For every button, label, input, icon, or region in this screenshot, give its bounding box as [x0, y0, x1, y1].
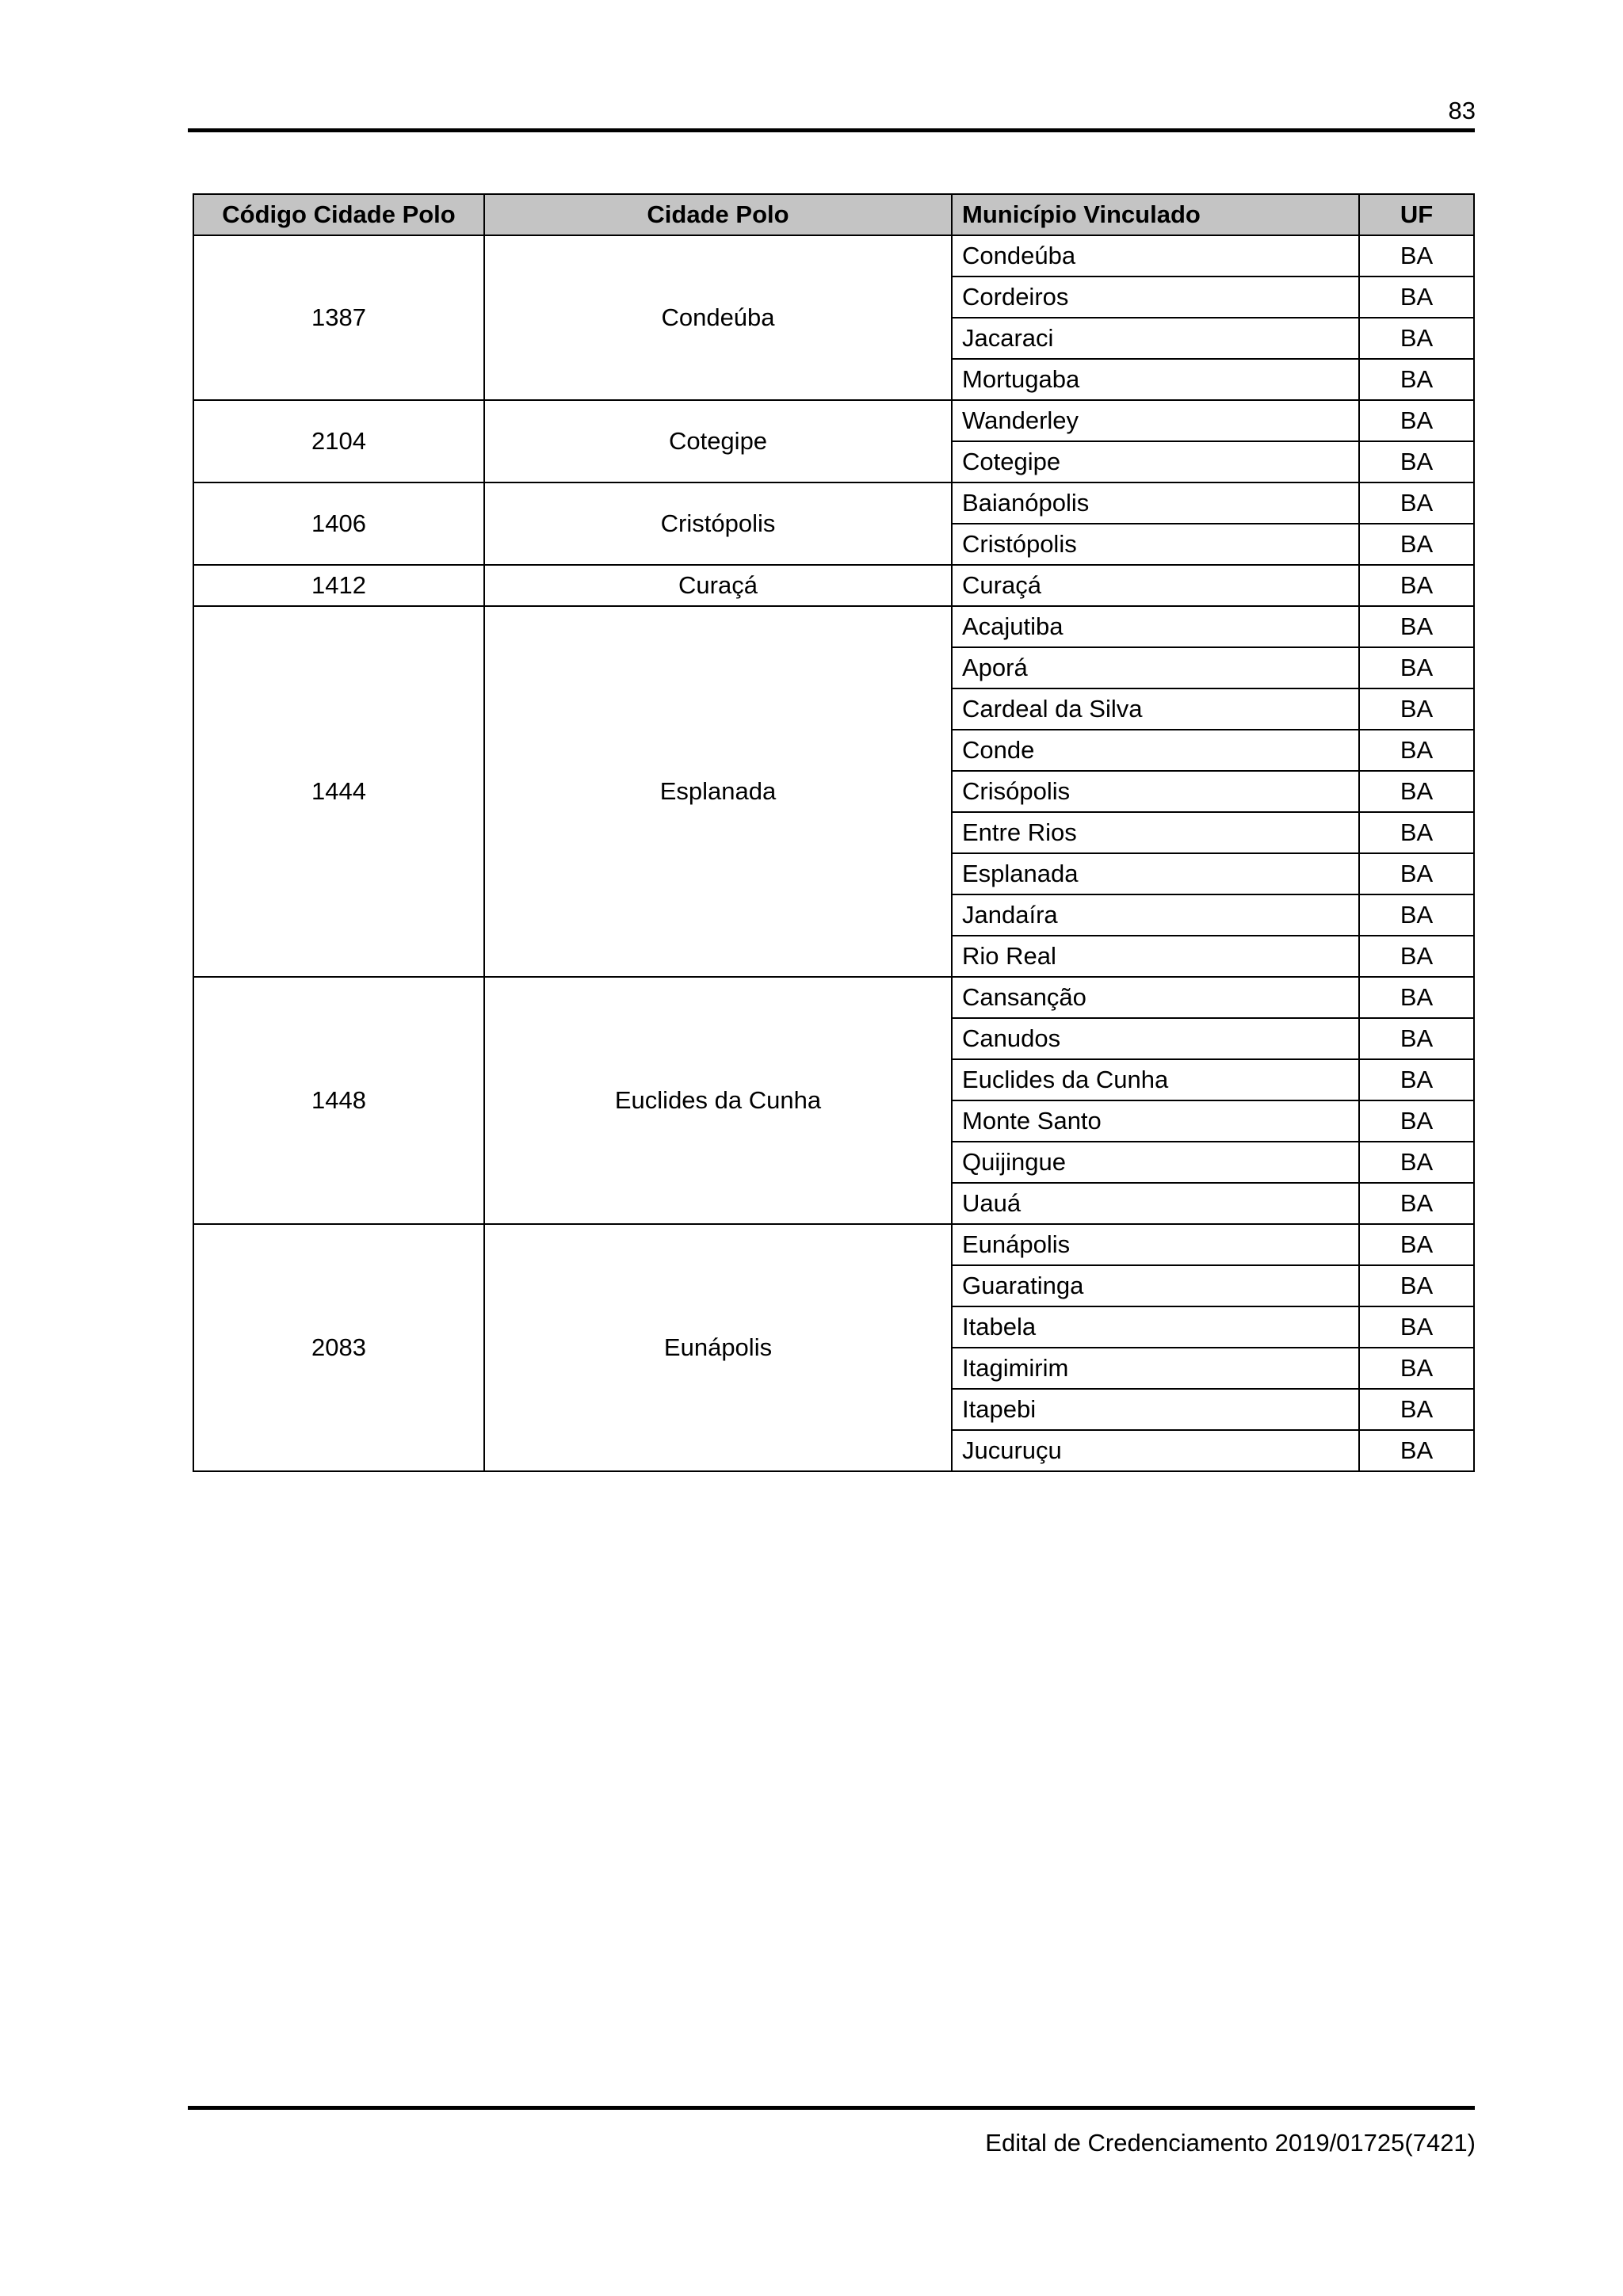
cell-municipality: Canudos — [952, 1018, 1359, 1059]
column-header-municipality: Município Vinculado — [952, 194, 1359, 235]
table-row — [193, 1224, 1474, 1265]
cell-polo-code: 1448 — [193, 977, 484, 1224]
cell-uf: BA — [1359, 318, 1474, 359]
cell-municipality: Guaratinga — [952, 1265, 1359, 1306]
cell-municipality: Condeúba — [952, 235, 1359, 277]
cell-uf: BA — [1359, 812, 1474, 853]
cell-polo-city: Esplanada — [484, 606, 952, 977]
cell-municipality: Jandaíra — [952, 894, 1359, 936]
cell-polo-code: 1444 — [193, 606, 484, 977]
cell-municipality: Eunápolis — [952, 1224, 1359, 1265]
cell-uf: BA — [1359, 1183, 1474, 1224]
cell-municipality: Rio Real — [952, 936, 1359, 977]
cell-municipality: Cansanção — [952, 977, 1359, 1018]
cell-uf: BA — [1359, 1389, 1474, 1430]
cell-municipality: Monte Santo — [952, 1100, 1359, 1142]
cell-uf: BA — [1359, 606, 1474, 647]
cell-uf: BA — [1359, 894, 1474, 936]
cell-municipality: Quijingue — [952, 1142, 1359, 1183]
table-header-row — [193, 194, 1474, 235]
cell-uf: BA — [1359, 853, 1474, 894]
cell-uf: BA — [1359, 235, 1474, 277]
cell-municipality: Cristópolis — [952, 524, 1359, 565]
cell-uf: BA — [1359, 688, 1474, 730]
cell-uf: BA — [1359, 1430, 1474, 1471]
cell-municipality: Itagimirim — [952, 1348, 1359, 1389]
column-header-uf: UF — [1359, 194, 1474, 235]
header-rule — [188, 128, 1475, 132]
cell-polo-code: 2104 — [193, 400, 484, 482]
cell-polo-city: Cristópolis — [484, 482, 952, 565]
cell-municipality: Uauá — [952, 1183, 1359, 1224]
table-header — [193, 194, 1474, 235]
cell-uf: BA — [1359, 1224, 1474, 1265]
cell-municipality: Conde — [952, 730, 1359, 771]
cell-uf: BA — [1359, 647, 1474, 688]
cell-uf: BA — [1359, 359, 1474, 400]
cell-polo-city: Euclides da Cunha — [484, 977, 952, 1224]
cell-municipality: Crisópolis — [952, 771, 1359, 812]
cell-polo-city: Condeúba — [484, 235, 952, 400]
cell-municipality: Itabela — [952, 1306, 1359, 1348]
cell-polo-code: 1387 — [193, 235, 484, 400]
cell-uf: BA — [1359, 400, 1474, 441]
cell-uf: BA — [1359, 730, 1474, 771]
footer-text: Edital de Credenciamento 2019/01725(7421) — [985, 2129, 1476, 2157]
cell-municipality: Esplanada — [952, 853, 1359, 894]
table-row — [193, 235, 1474, 277]
cell-municipality: Entre Rios — [952, 812, 1359, 853]
cell-municipality: Mortugaba — [952, 359, 1359, 400]
cell-municipality: Cotegipe — [952, 441, 1359, 482]
column-header-city: Cidade Polo — [484, 194, 952, 235]
cell-municipality: Jucuruçu — [952, 1430, 1359, 1471]
cell-uf: BA — [1359, 277, 1474, 318]
cell-uf: BA — [1359, 524, 1474, 565]
cell-polo-code: 1412 — [193, 565, 484, 606]
cell-uf: BA — [1359, 1348, 1474, 1389]
cell-polo-code: 1406 — [193, 482, 484, 565]
cell-uf: BA — [1359, 1100, 1474, 1142]
cell-municipality: Acajutiba — [952, 606, 1359, 647]
cell-uf: BA — [1359, 441, 1474, 482]
cell-municipality: Jacaraci — [952, 318, 1359, 359]
column-header-code: Código Cidade Polo — [193, 194, 484, 235]
cell-municipality: Aporá — [952, 647, 1359, 688]
footer-rule — [188, 2106, 1475, 2110]
table-row — [193, 565, 1474, 606]
cell-uf: BA — [1359, 1059, 1474, 1100]
cell-uf: BA — [1359, 977, 1474, 1018]
cell-polo-code: 2083 — [193, 1224, 484, 1471]
cell-municipality: Cordeiros — [952, 277, 1359, 318]
cell-uf: BA — [1359, 771, 1474, 812]
cell-municipality: Itapebi — [952, 1389, 1359, 1430]
cell-municipality: Wanderley — [952, 400, 1359, 441]
table-row — [193, 400, 1474, 441]
cell-municipality: Cardeal da Silva — [952, 688, 1359, 730]
cell-municipality: Baianópolis — [952, 482, 1359, 524]
cell-polo-city: Curaçá — [484, 565, 952, 606]
cell-uf: BA — [1359, 1142, 1474, 1183]
table-body — [193, 235, 1474, 1471]
cell-uf: BA — [1359, 565, 1474, 606]
polo-table — [193, 193, 1475, 1472]
cell-uf: BA — [1359, 1306, 1474, 1348]
cell-uf: BA — [1359, 1265, 1474, 1306]
cell-municipality: Curaçá — [952, 565, 1359, 606]
table-row — [193, 482, 1474, 524]
cell-municipality: Euclides da Cunha — [952, 1059, 1359, 1100]
table-row — [193, 606, 1474, 647]
cell-uf: BA — [1359, 1018, 1474, 1059]
cell-uf: BA — [1359, 936, 1474, 977]
cell-uf: BA — [1359, 482, 1474, 524]
cell-polo-city: Eunápolis — [484, 1224, 952, 1471]
cell-polo-city: Cotegipe — [484, 400, 952, 482]
table-row — [193, 977, 1474, 1018]
page-number: 83 — [1448, 97, 1476, 124]
